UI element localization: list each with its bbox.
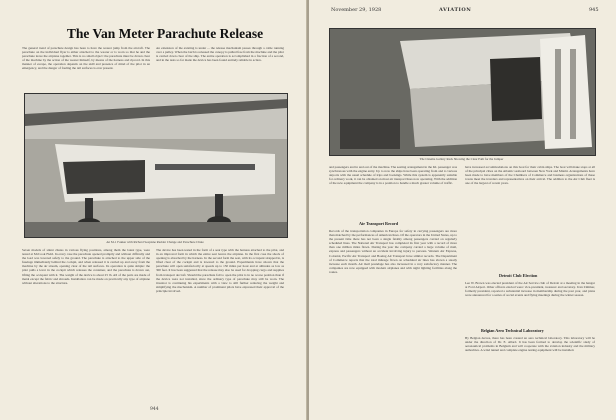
section-heading-belgian-lab: Belgian Aero Technical Laboratory bbox=[481, 328, 544, 333]
right-text-column-2-bottom: By Belgian decree, there has been created an aero technical laboratory. This laboratory will be under the direction of Dr. E. Allard. It has been formed to develop the scientific study of aeronautical problems in Belgium and will cooperate with the aviation industry and the military authorities. A wind tunnel and complete engine testing equipment will be installed. bbox=[465, 336, 595, 353]
section-heading-air-transport: Air Transport Record bbox=[359, 221, 399, 226]
right-photo-caption: The Cinema Gallery Rack Showing the Clear Path for the Jumper bbox=[419, 157, 504, 161]
right-text-column-1-top: and passengers and in and out of the machine. The seating arrangement in the KL passenger was synchronous with the engine entry. Up to now the ships have been operating from and to various airports with the usual schedule of trips and bookings. While this system is apparently suitable for ordinary work, it can be obtained on most air transport lines now operating. With the addition of the new equipment the company is in a position to handle a much greater volume of traffic. bbox=[329, 165, 457, 186]
right-page bbox=[309, 0, 616, 420]
right-text-column-2-mid: Lee W. Brown was elected president of the Air Service club of Detroit at a meeting in the hangar at Ford Airport. Other officers elected were: vice-president, treasurer and secretary. Ivan Zimmer, formerly president, reported a substantial increase in membership during the past year, and plans were announced for a series of social events and flying meetings during the winter season. bbox=[465, 281, 595, 298]
right-text-column-2-top: have increased accommodations on this boat for their cabin ships. The boat will make stops at all of the principal cities on the Atlantic seaboard between New York and Miami. Arrangements have been made to have members of the Chambers of Commerce and business organizations of these towns meet the travelers and representatives on their arrival. The addition to the Air Club fleet is one of the largest of recent years. bbox=[465, 165, 595, 186]
left-page bbox=[0, 0, 307, 420]
section-heading-detroit-club: Detroit Club Election bbox=[499, 273, 538, 278]
left-text-column-1-top: The general trend of parachute design has been to have the wearer jump from the aircraft. The parachute on the individual flyer is either attached to the wearer or is worn so that he and the parachute leave the airplane together. This is no small object: the parachute must be drawn clear of the machine by the action of the wearer himself, by means of the harness and ripcord. In this manner of escape, the operation depends on the skill and presence of mind of the pilot in an emergency, and the danger of fouling the tail surfaces is ever present. bbox=[22, 46, 150, 71]
left-text-column-1-bottom: Seven models of silent chutes in various flying positions, among them the latest type, were tested at McCook Field. In every case the parachute opened promptly and without difficulty and the load was lowered safely to the ground. The parachute is attached to the upper side of the fuselage immediately behind the cockpit, and when released it is carried up and away from the machine by the air stream, opening clear of the tail surfaces. Its operation is quite simple: the pilot pulls a lever in the cockpit which releases the container, and the parachute is drawn out, lifting the occupant with it. The weight of the device is about 25 lb. All of the parts are made of metal except the fabric and shrouds. Installation can be made on practically any type of airplane without alterations to the structure. bbox=[22, 248, 150, 285]
seaplane-photo bbox=[24, 93, 288, 238]
left-photo-caption: An M-1 Fokker with Richard Seaplane Rudder Change and Parachute Chute bbox=[106, 240, 204, 244]
issue-date: November 29, 1928 bbox=[331, 7, 382, 13]
right-text-column-1-bottom: Records of the transportation companies in Europe for safety in carrying passengers are more than matched by the performances of American lines. Of the operators in the United States, up to the present time there has not been a single fatality among passengers carried on regularly scheduled lines. The National Air Transport has completed its first year with a record of more than one million miles flown. During the year the company carried a large volume of mail, express and passengers without an accident involving injury to persons. Western Air Express, Colonial, Pacific Air Transport and Boeing Air Transport have similar records. The Department of Commerce reports that the total mileage flown on scheduled air lines has shown a steady increase each month. Air mail poundage has also increased in a very satisfactory manner. The companies are now equipped with modern airplanes and with night lighting facilities along the routes. bbox=[329, 229, 457, 274]
article-title: The Van Meter Parachute Release bbox=[66, 26, 264, 41]
left-text-column-2-bottom: The device has been tested in the form of a seat type with the harness attached to the pilot, and in an improved form in which the entire seat leaves the airplane. In the first case the shock of opening is absorbed by the harness. In the second form the seat, with its occupant strapped in, is lifted clear of the cockpit and is lowered to the ground. Experiments have shown that the parachute will open satisfactorily at speeds up to 150 miles per hour and at altitudes as low as 300 feet. It has been suggested that the release may also be used for dropping cargo and supplies from transport aircraft. Should the parachute fail to open the pilot is in no worse position than if the device were not installed, since the ordinary type of parachute may still be worn. The inventor is continuing his experiments with a view to still further reducing the weight and simplifying the mechanism. A number of prominent pilots have expressed their approval of the principle involved. bbox=[156, 248, 284, 293]
left-text-column-2-top: An extension of the existing is under ... the release mechanism passes through a cable running over a pulley. When the latch is released the canopy is pulled free from the machine and the pilot is carried down clear of the ship. The entire operation is accomplished in a fraction of a second, and in the tests so far made the device has been found entirely reliable in action. bbox=[156, 46, 284, 63]
cockpit-photo bbox=[329, 28, 596, 156]
aircraft-illustration bbox=[25, 94, 287, 237]
right-page-number: 945 bbox=[589, 7, 599, 13]
running-header: AVIATION bbox=[439, 7, 472, 13]
fuselage-illustration bbox=[330, 29, 595, 155]
left-page-number: 944 bbox=[150, 407, 159, 412]
